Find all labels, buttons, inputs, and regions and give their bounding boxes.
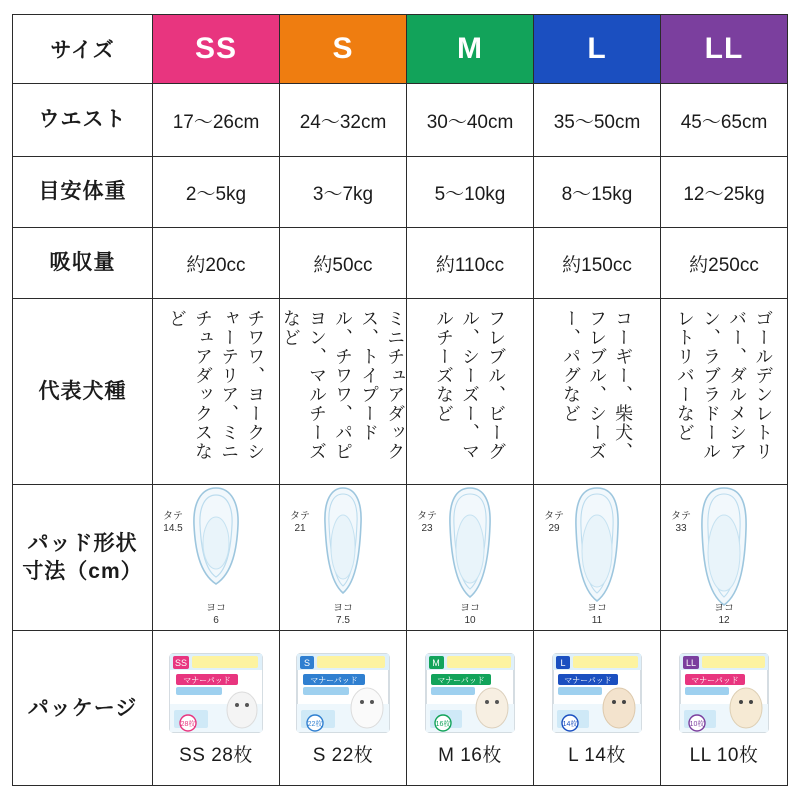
weight-ll: 12〜25kg <box>661 157 788 228</box>
package-caption: S 22枚 <box>312 744 374 766</box>
table-header-row <box>13 15 788 84</box>
breeds-l <box>534 299 661 485</box>
row-label-package: パッケージ <box>13 631 153 786</box>
package-caption: SS 28枚 <box>179 744 253 766</box>
header-size-m: M <box>407 15 534 84</box>
table-row <box>13 631 788 786</box>
pad-shape-icon <box>690 485 758 609</box>
breeds-m <box>407 299 534 485</box>
pad-shape-icon <box>438 485 502 601</box>
pad-shape-s <box>280 485 407 631</box>
breed-text: ゴールデンレトリバー、ダルメシアン、ラブラドールレトリバーなど <box>674 309 774 462</box>
svg-text:22枚: 22枚 <box>307 720 323 728</box>
package-s <box>280 631 407 786</box>
pad-shape-l <box>534 485 661 631</box>
pad-shape-ll <box>661 485 788 631</box>
table-row <box>13 157 788 228</box>
breeds-ss <box>153 299 280 485</box>
package-caption: LL 10枚 <box>689 744 759 766</box>
header-size-s: S <box>280 15 407 84</box>
table-row <box>13 299 788 485</box>
waist-s: 24〜32cm <box>280 83 407 156</box>
package-box-icon <box>672 650 776 736</box>
svg-text:16枚: 16枚 <box>435 720 451 728</box>
pad-horizontal-dimension: ヨコ 10 <box>460 603 480 626</box>
pad-shape-icon <box>185 485 247 589</box>
header-size-ss: SS <box>153 15 280 84</box>
pad-shape-icon <box>564 485 630 605</box>
pad-horizontal-dimension: ヨコ 12 <box>714 603 734 626</box>
package-ll <box>661 631 788 786</box>
row-label-pad-shape <box>13 485 153 631</box>
breeds-ll <box>661 299 788 485</box>
row-label-waist: ウエスト <box>13 83 153 156</box>
table-row <box>13 485 788 631</box>
row-label-breeds: 代表犬種 <box>13 299 153 485</box>
pad-shape-ss <box>153 485 280 631</box>
svg-text:14枚: 14枚 <box>562 720 578 728</box>
weight-s: 3〜7kg <box>280 157 407 228</box>
waist-ss: 17〜26cm <box>153 83 280 156</box>
pad-vertical-dimension: タテ 14.5 <box>163 511 183 534</box>
svg-text:28枚: 28枚 <box>180 720 196 728</box>
pad-vertical-dimension: タテ 33 <box>671 511 691 534</box>
weight-m: 5〜10kg <box>407 157 534 228</box>
breed-text: コーギー、柴犬、フレブル、シーズー、パグなど <box>560 309 634 462</box>
svg-text:マナーパッド: マナーパッド <box>437 675 485 685</box>
breed-text: チワワ、ヨークシャーテリア、ミニチュアダックスなど <box>166 309 266 462</box>
header-size-label: サイズ <box>13 15 153 84</box>
pad-shape-icon <box>314 485 372 597</box>
weight-ss: 2〜5kg <box>153 157 280 228</box>
package-box-icon <box>164 650 268 736</box>
absorption-ll: 約250cc <box>661 228 788 299</box>
row-label-weight: 目安体重 <box>13 157 153 228</box>
table-row <box>13 228 788 299</box>
package-m <box>407 631 534 786</box>
pad-horizontal-dimension: ヨコ 11 <box>587 603 607 626</box>
absorption-s: 約50cc <box>280 228 407 299</box>
row-label-absorption: 吸収量 <box>13 228 153 299</box>
svg-text:L: L <box>560 657 566 668</box>
header-size-l: L <box>534 15 661 84</box>
absorption-m: 約110cc <box>407 228 534 299</box>
header-size-ll: LL <box>661 15 788 84</box>
pad-horizontal-dimension: ヨコ 7.5 <box>333 603 353 626</box>
pad-vertical-dimension: タテ 23 <box>417 511 437 534</box>
svg-text:S: S <box>303 657 311 668</box>
svg-text:マナーパッド: マナーパッド <box>310 675 358 685</box>
svg-text:M: M <box>432 657 440 668</box>
waist-ll: 45〜65cm <box>661 83 788 156</box>
absorption-ss: 約20cc <box>153 228 280 299</box>
svg-text:マナーパッド: マナーパッド <box>183 675 231 685</box>
pad-vertical-dimension: タテ 29 <box>544 511 564 534</box>
waist-l: 35〜50cm <box>534 83 661 156</box>
absorption-l: 約150cc <box>534 228 661 299</box>
size-chart-table <box>12 14 788 786</box>
package-l <box>534 631 661 786</box>
package-box-icon <box>418 650 522 736</box>
svg-text:10枚: 10枚 <box>689 720 705 728</box>
pad-shape-label-line2: 寸法（cm） <box>22 559 143 583</box>
pad-shape-label-line1: パッド形状 <box>27 532 138 556</box>
table-row <box>13 83 788 156</box>
pad-vertical-dimension: タテ 21 <box>290 511 310 534</box>
package-box-icon <box>545 650 649 736</box>
breed-text: ミニチュアダックス、トイプードル、チワワ、パピヨン、マルチーズなど <box>280 309 406 462</box>
weight-l: 8〜15kg <box>534 157 661 228</box>
svg-text:マナーパッド: マナーパッド <box>691 675 739 685</box>
package-caption: M 16枚 <box>438 744 502 766</box>
svg-text:マナーパッド: マナーパッド <box>564 675 612 685</box>
breeds-s <box>280 299 407 485</box>
package-caption: L 14枚 <box>568 744 626 766</box>
breed-text: フレブル、ビーグル、シーズー、マルチーズなど <box>433 309 507 462</box>
pad-shape-m <box>407 485 534 631</box>
svg-text:LL: LL <box>685 657 697 668</box>
package-box-icon <box>291 650 395 736</box>
waist-m: 30〜40cm <box>407 83 534 156</box>
svg-text:SS: SS <box>174 657 188 668</box>
package-ss <box>153 631 280 786</box>
pad-horizontal-dimension: ヨコ 6 <box>206 603 226 626</box>
